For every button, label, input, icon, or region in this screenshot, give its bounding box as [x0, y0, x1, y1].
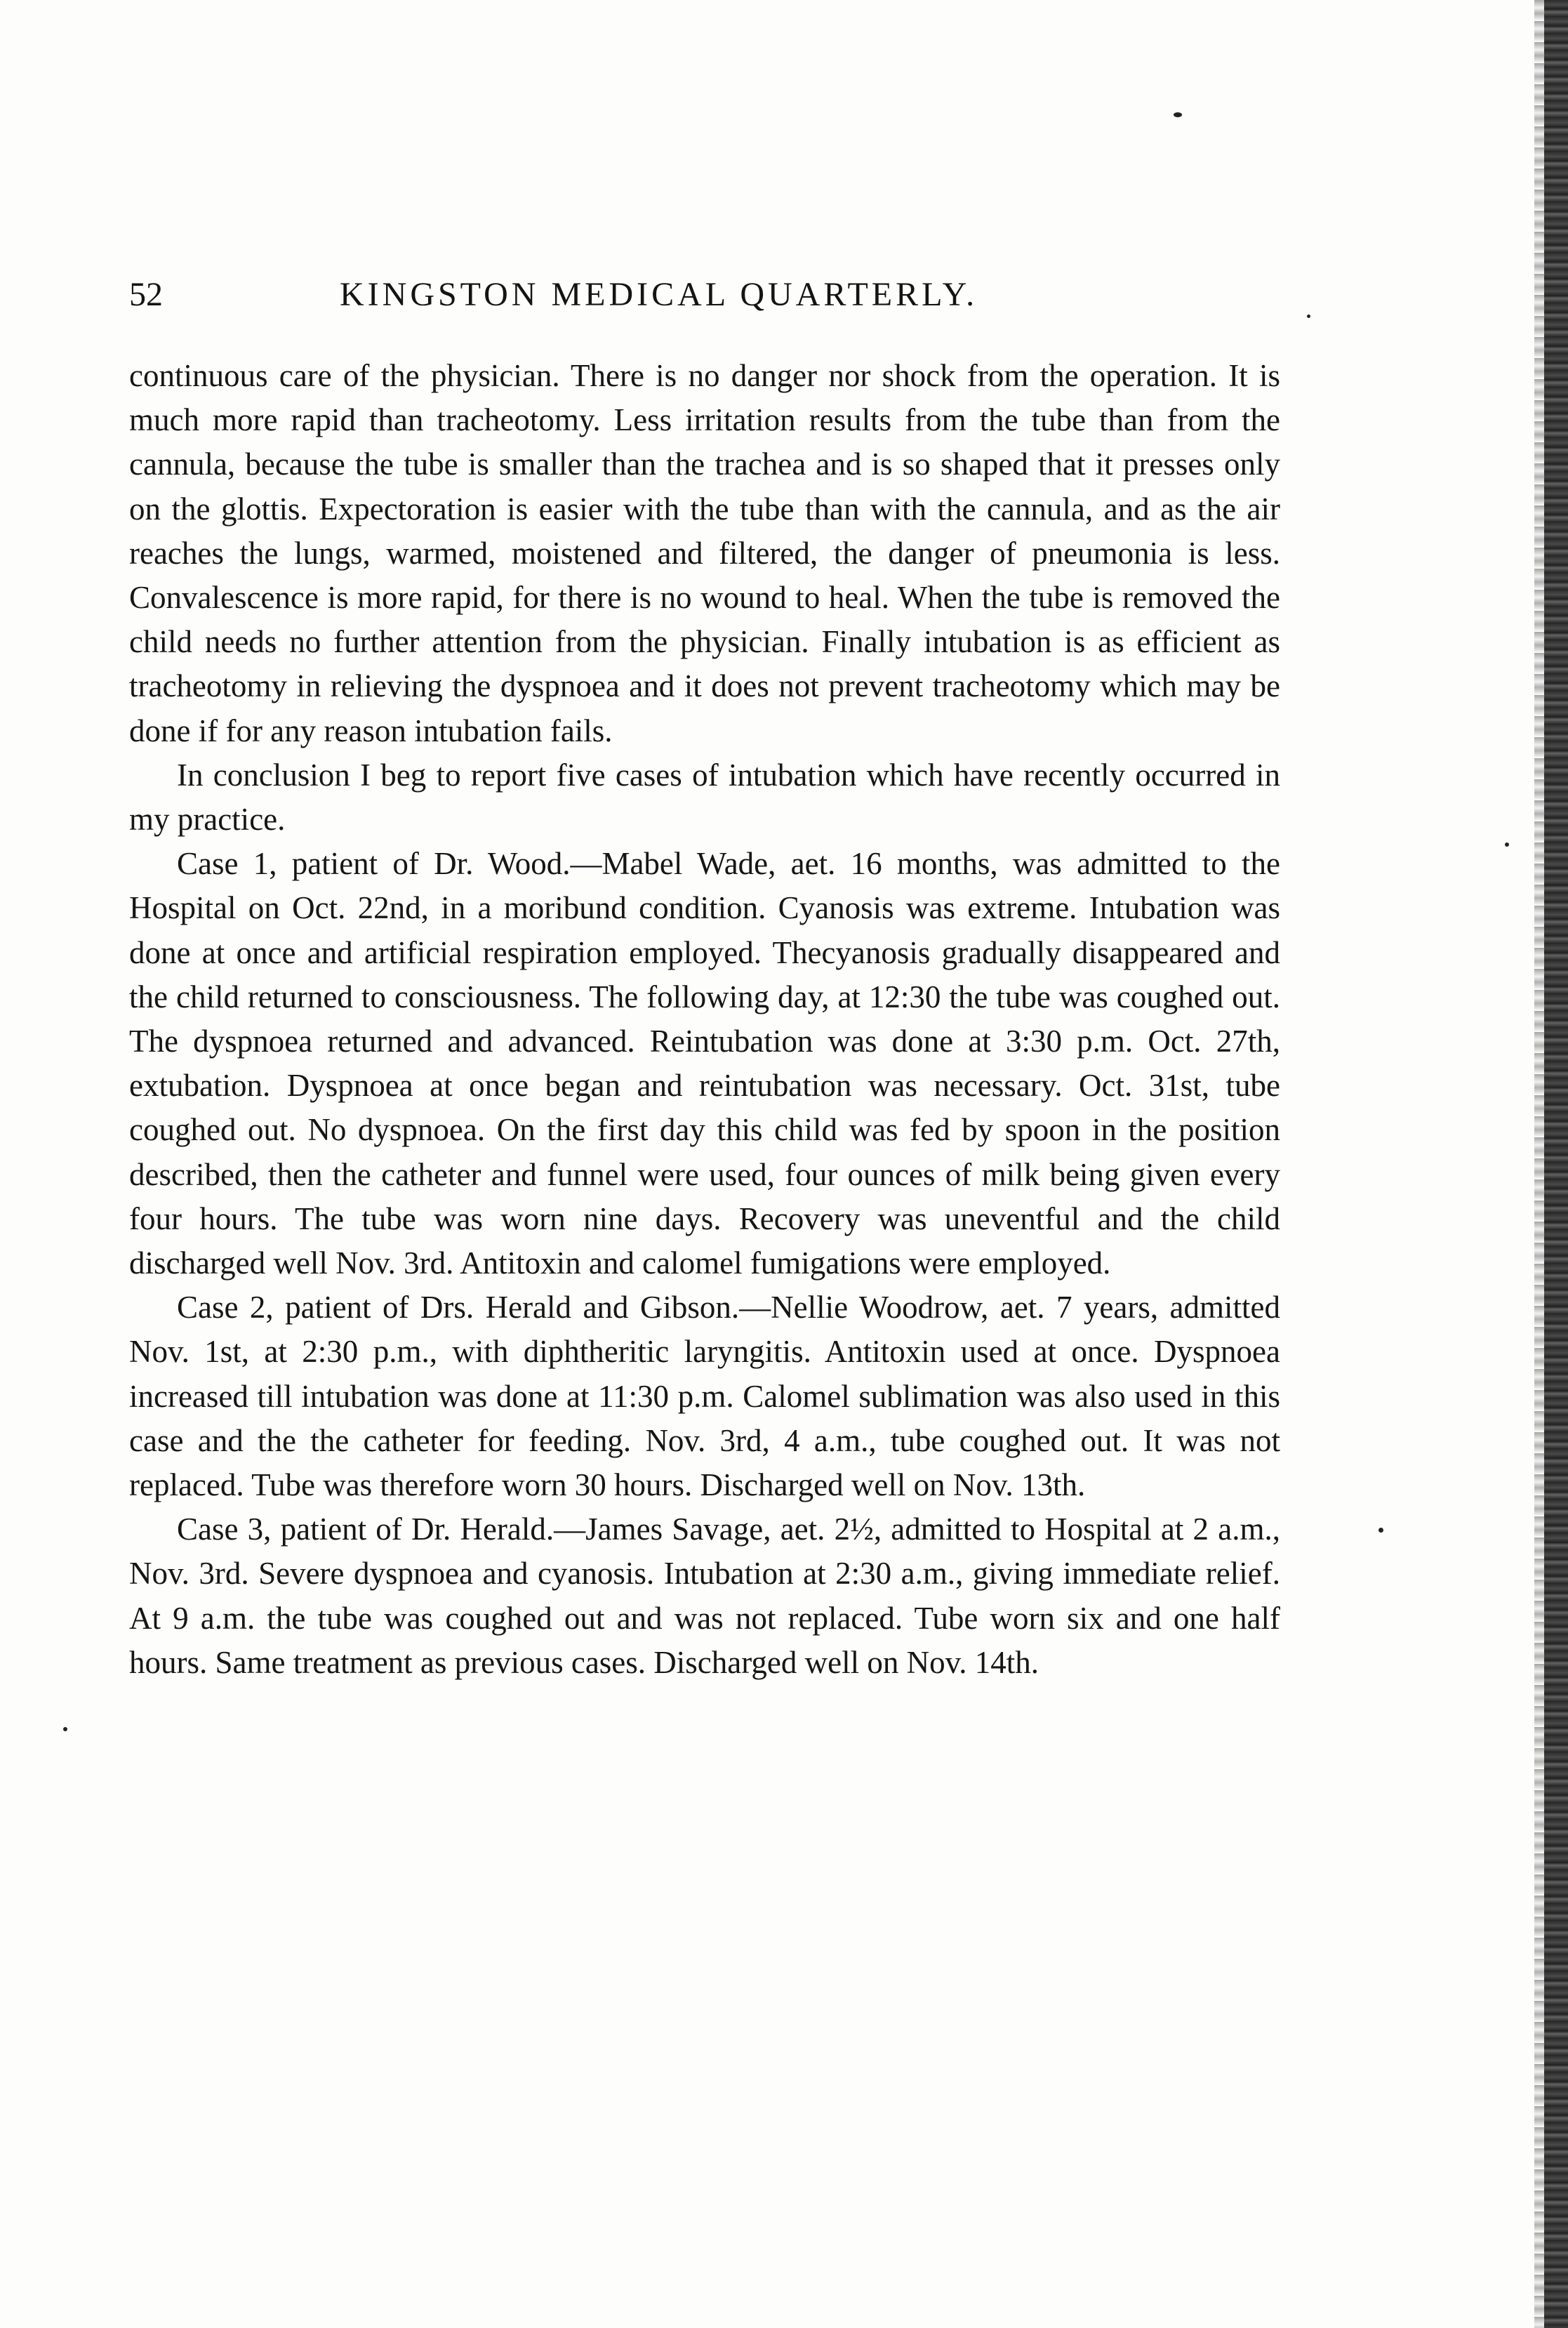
running-title: KINGSTON MEDICAL QUARTERLY. — [340, 276, 978, 313]
paragraph-continuation: continuous care of the physician. There is no danger nor shock from the operation. It is much more rapid than tracheotomy. Less irritation results from the tube than from the cannula, because the tube is smaller than the trachea and is so shaped that it presses only on the glottis. Expectoration is easier with the tube than with the cannula, and as the air reaches the lungs, warmed, moistened and filtered, the danger of pneumonia is less. Convalescence is more rapid, for there is no wound to heal. When the tube is removed the child needs no further attention from the physician. Finally intubation is as efficient as tracheotomy in relieving the dyspnoea and it does not prevent tracheotomy which may be done if for any reason intubation fails. — [129, 358, 1280, 748]
paragraph-conclusion: In conclusion I beg to report five cases of intubation which have recently occurred in my practice. — [129, 757, 1280, 838]
paragraph-case-2: Case 2, patient of Drs. Herald and Gibson.—Nellie Woodrow, aet. 7 years, admitted Nov. 1st, at 2:30 p.m., with diphtheritic laryngitis. Antitoxin used at once. Dyspnoea increased till intubation was done at 11:30 p.m. Calomel sublimation was also used in this case and the the catheter for feeding. Nov. 3rd, 4 a.m., tube coughed out. It was not replaced. Tube was therefore worn 30 hours. Discharged well on Nov. 13th. — [129, 1290, 1280, 1503]
binding-edge — [1544, 0, 1568, 2328]
ink-speck — [63, 1727, 67, 1731]
page-header — [129, 272, 1294, 336]
paragraph-case-3: Case 3, patient of Dr. Herald.—James Savage, aet. 2½, admitted to Hospital at 2 a.m., Nov. 3rd. Severe dyspnoea and cyanosis. Intubation at 2:30 a.m., giving immediate relief. At 9 a.m. the tube was coughed out and was not replaced. Tube worn six and one half hours. Same treatment as previous cases. Discharged well on Nov. 14th. — [129, 1512, 1280, 1680]
page-shadow — [1534, 0, 1544, 2328]
ink-speck — [1505, 842, 1509, 847]
page-number: 52 — [129, 276, 163, 313]
paragraph-case-1: Case 1, patient of Dr. Wood.—Mabel Wade, aet. 16 months, was admitted to the Hospital on Oct. 22nd, in a moribund condition. Cyanosis was extreme. Intubation was done at once and artificial respiration employed. Thecyanosis gradually disappeared and the child returned to consciousness. The following day, at 12:30 the tube was coughed out. The dyspnoea returned and advanced. Reintubation was done at 3:30 p.m. Oct. 27th, extubation. Dyspnoea at once began and reintubation was necessary. Oct. 31st, tube coughed out. No dyspnoea. On the first day this child was fed by spoon in the position described, then the catheter and funnel were used, four ounces of milk being given every four hours. The tube was worn nine days. Recovery was uneventful and the child discharged well Nov. 3rd. Antitoxin and calomel fumigations were employed. — [129, 846, 1280, 1281]
ink-speck — [1378, 1528, 1383, 1533]
ink-speck — [1307, 315, 1310, 318]
ink-speck — [1174, 112, 1182, 117]
body-text — [129, 354, 1280, 1685]
